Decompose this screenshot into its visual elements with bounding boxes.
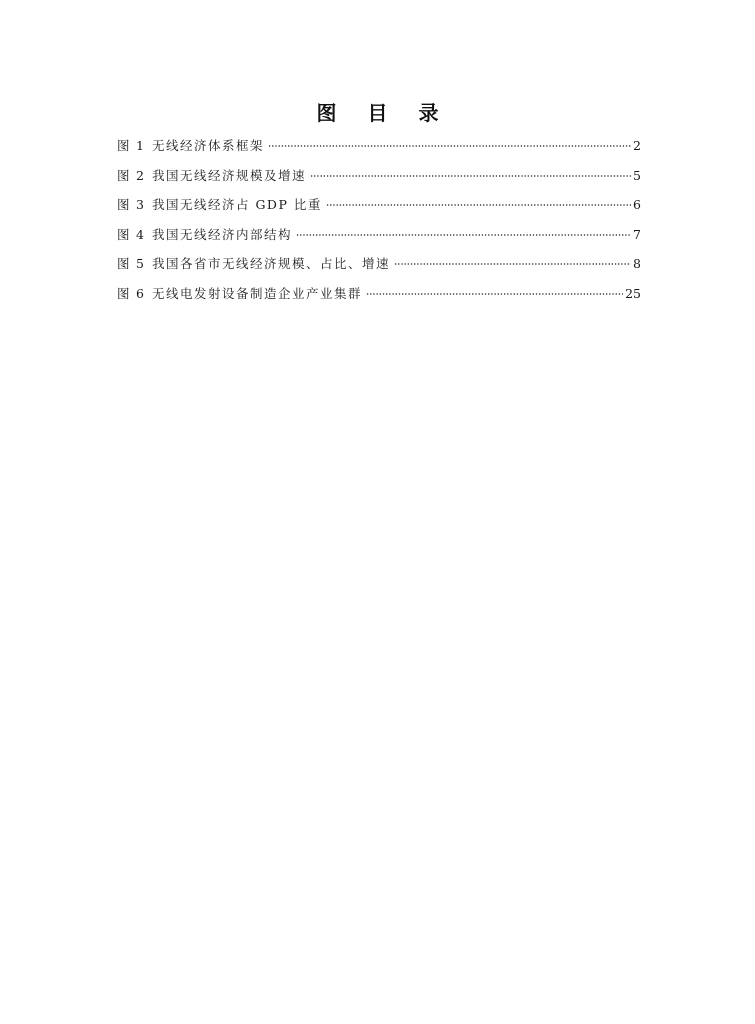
toc-entry-number: 1 [136, 138, 144, 153]
toc-entry-page: 8 [633, 256, 641, 272]
dot-leader [310, 175, 631, 177]
toc-entry[interactable] [117, 136, 641, 166]
toc-entry-label: 图 [117, 138, 132, 153]
toc-entry-label: 图 [117, 285, 132, 301]
toc-entry-number: 5 [136, 256, 144, 272]
toc-entry-title: 我国无线经济内部结构 [151, 226, 292, 242]
toc-entry-title: 我国各省市无线经济规模、占比、增速 [151, 256, 390, 272]
toc-entry-number: 2 [136, 167, 144, 183]
toc-entry-label: 图 [117, 167, 132, 183]
toc-entry-title: 我国无线经济占 GDP 比重 [151, 197, 322, 213]
toc-list [117, 136, 641, 314]
toc-entry[interactable] [117, 254, 641, 284]
toc-entry-label: 图 [117, 226, 132, 242]
toc-entry-title: 我国无线经济规模及增速 [151, 167, 306, 183]
dot-leader [296, 234, 631, 236]
toc-entry[interactable] [117, 284, 641, 314]
toc-entry-title: 无线经济体系框架 [151, 138, 264, 153]
toc-title: 图 目 录 [316, 101, 451, 125]
toc-entry[interactable] [117, 195, 641, 225]
toc-entry-number: 4 [136, 226, 144, 242]
toc-entry-page: 5 [633, 167, 641, 183]
toc-entry-title: 无线电发射设备制造企业产业集群 [151, 285, 362, 301]
toc-entry-page: 25 [625, 285, 641, 301]
toc-entry-page: 6 [633, 197, 641, 213]
toc-entry-label: 图 [117, 256, 132, 272]
toc-entry-page: 7 [633, 226, 641, 242]
dot-leader [268, 145, 631, 147]
toc-entry-page: 2 [633, 138, 641, 153]
toc-entry[interactable] [117, 166, 641, 196]
dot-leader [326, 204, 631, 206]
toc-entry-label: 图 [117, 197, 132, 213]
dot-leader [394, 263, 631, 265]
toc-entry-number: 6 [136, 285, 144, 301]
dot-leader [366, 293, 623, 295]
toc-entry-number: 3 [136, 197, 144, 213]
toc-entry[interactable] [117, 225, 641, 255]
